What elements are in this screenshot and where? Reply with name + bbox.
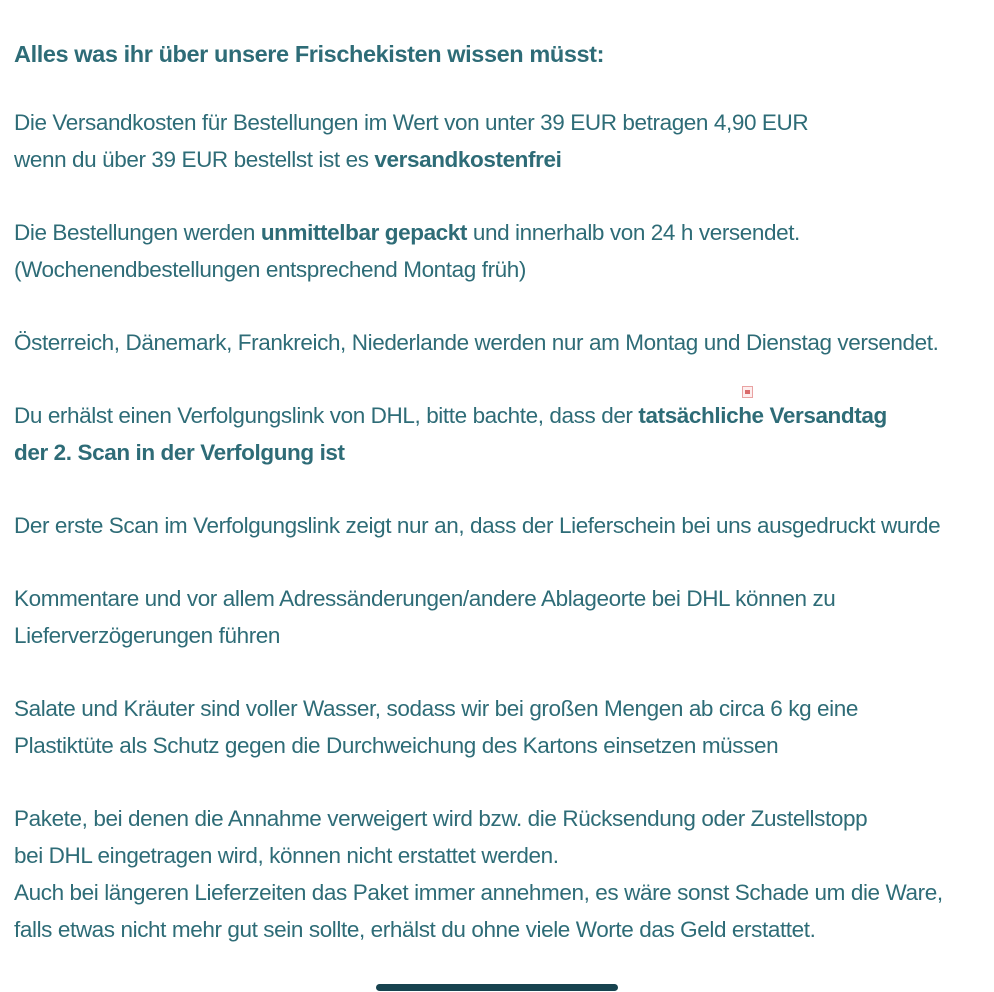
text-line — [14, 837, 980, 874]
text-line — [14, 727, 980, 764]
text-line — [14, 874, 980, 911]
text-line — [14, 580, 980, 617]
paragraph — [14, 690, 980, 764]
text-segment: Die Bestellungen werden — [14, 220, 261, 245]
text-segment: Der erste Scan im Verfolgungslink zeigt nur an, dass der Lieferschein bei uns ausgedruckt wurde — [14, 513, 941, 538]
text-line — [14, 690, 980, 727]
broken-image-icon — [742, 386, 753, 398]
text-segment: Kommentare und vor allem Adressänderungen/andere Ablageorte bei DHL können zu — [14, 586, 836, 611]
text-line — [14, 104, 980, 141]
paragraph — [14, 580, 980, 654]
text-line — [14, 397, 980, 434]
text-segment: Du erhälst einen Verfolgungslink von DHL, bitte bachte, dass der — [14, 403, 639, 428]
paragraph — [14, 214, 980, 288]
text-segment: und innerhalb von 24 h versendet. — [467, 220, 800, 245]
paragraph — [14, 324, 980, 361]
paragraph — [14, 507, 980, 544]
text-line — [14, 800, 980, 837]
text-line — [14, 141, 980, 178]
text-segment: Pakete, bei denen die Annahme verweigert wird bzw. die Rücksendung oder Zustellstopp — [14, 806, 868, 831]
bold-text-segment: versandkostenfrei — [374, 147, 562, 172]
text-line — [14, 214, 980, 251]
text-segment: Plastiktüte als Schutz gegen die Durchweichung des Kartons einsetzen müssen — [14, 733, 779, 758]
text-line — [14, 434, 980, 471]
text-line — [14, 911, 980, 948]
page-title: Alles was ihr über unsere Frischekisten wissen müsst: — [14, 41, 605, 67]
paragraph — [14, 397, 980, 471]
text-segment: Lieferverzögerungen führen — [14, 623, 281, 648]
home-indicator — [376, 984, 618, 991]
text-line — [14, 251, 980, 288]
text-segment: Die Versandkosten für Bestellungen im Wert von unter 39 EUR betragen 4,90 EUR — [14, 110, 809, 135]
text-segment: falls etwas nicht mehr gut sein sollte, erhälst du ohne viele Worte das Geld erstattet. — [14, 917, 816, 942]
bold-text-segment: der 2. Scan in der Verfolgung ist — [14, 440, 345, 465]
text-segment: Österreich, Dänemark, Frankreich, Niederlande werden nur am Montag und Dienstag versendet. — [14, 330, 939, 355]
paragraphs-container — [14, 104, 980, 948]
text-line — [14, 324, 980, 361]
text-segment: Salate und Kräuter sind voller Wasser, sodass wir bei großen Mengen ab circa 6 kg eine — [14, 696, 858, 721]
paragraph — [14, 800, 980, 948]
text-line — [14, 507, 980, 544]
text-segment: wenn du über 39 EUR bestellst ist es — [14, 147, 375, 172]
text-line — [14, 617, 980, 654]
paragraph — [14, 104, 980, 178]
text-segment: (Wochenendbestellungen entsprechend Montag früh) — [14, 257, 526, 282]
text-segment: Auch bei längeren Lieferzeiten das Paket immer annehmen, es wäre sonst Schade um die Ware, — [14, 880, 943, 905]
text-segment: bei DHL eingetragen wird, können nicht erstattet werden. — [14, 843, 559, 868]
bold-text-segment: unmittelbar gepackt — [260, 220, 468, 245]
bold-text-segment: tatsächliche Versandtag — [638, 403, 887, 428]
